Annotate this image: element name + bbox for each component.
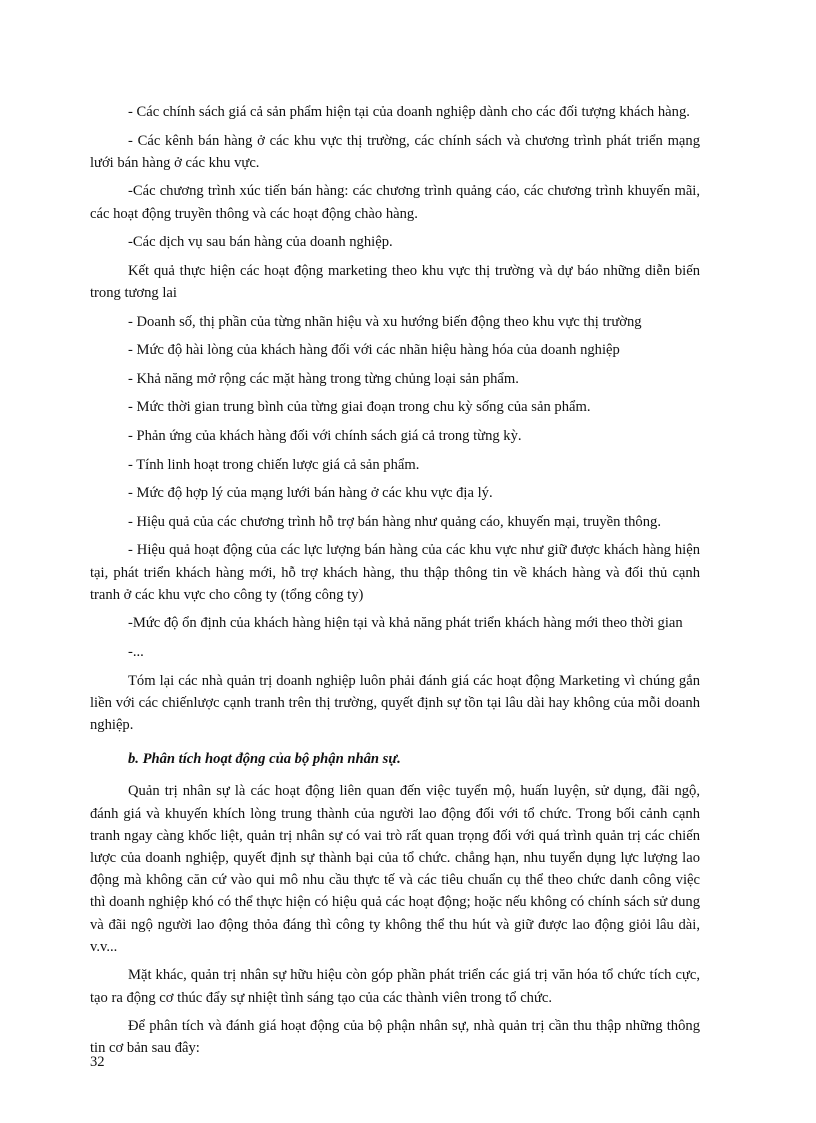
bullet-life-cycle: - Mức thời gian trung bình của từng giai đoạn trong chu kỳ sống của sản phẩm. — [128, 399, 591, 416]
bullet-salesforce-effectiveness: - Hiệu quả hoạt động của các lực lượng bán hàng của các khu vực như giữ được khách hàng hiện tại, phát triển khách hàng mới, hỗ trợ khách hàng, thu thập thông tin về khách hàng và đối thủ cạnh tranh ở các khu vực cho công ty (tổng công ty) — [90, 542, 700, 603]
bullet-promotion-effectiveness: - Hiệu quả của các chương trình hỗ trợ bán hàng như quảng cáo, khuyến mại, truyền thông. — [128, 513, 661, 530]
page-number: 32 — [90, 1054, 105, 1070]
bullet-sales-share: - Doanh số, thị phần của từng nhãn hiệu và xu hướng biến động theo khu vực thị trường — [128, 313, 642, 330]
bullet-network-rationality: - Mức độ hợp lý của mạng lưới bán hàng ở các khu vực địa lý. — [128, 485, 493, 502]
hr-intro-paragraph: Quản trị nhân sự là các hoạt động liên quan đến việc tuyển mộ, huấn luyện, sử dụng, đãi ngộ, đánh giá và khuyến khích lòng trung thành của người lao động đối với tổ chức. Trong bối cảnh cạnh tranh ngay càng khốc liệt, quản trị nhân sự có vai trò rất quan trọng đối với quá trình quản trị các chiến lược của doanh nghiệp, quyết định sự thành bại của tổ chức. chẳng hạn, nhu tuyển dụng lực lượng lao động mà không căn cứ vào qui mô nhu cầu thực tế và các tiêu chuẩn cụ thể theo chức danh công việc thì doanh nghiệp khó có thể thực hiện có hiệu quả các hoạt động; hoặc nếu không có chính sách sử dung và đãi ngộ người lao động thỏa đáng thì công ty không thể thu hút và giữ được lao động giỏi lâu dài, v.v... — [90, 783, 700, 955]
hr-culture-paragraph: Mặt khác, quản trị nhân sự hữu hiệu còn góp phần phát triển các giá trị văn hóa tổ chức tích cực, tạo ra động cơ thúc đẩy sự nhiệt tình sáng tạo của các thành viên trong tổ chức. — [90, 967, 700, 1006]
bullet-ellipsis: -... — [128, 643, 144, 660]
bullet-price-reaction: - Phản ứng của khách hàng đối với chính sách giá cả trong từng kỳ. — [128, 427, 522, 444]
bullet-sales-channels: - Các kênh bán hàng ở các khu vực thị trường, các chính sách và chương trình phát triển mạng lưới bán hàng ở các khu vực. — [90, 132, 700, 171]
hr-analysis-paragraph: Để phân tích và đánh giá hoạt động của bộ phận nhân sự, nhà quản trị cần thu thập những thông tin cơ bản sau đây: — [90, 1018, 700, 1057]
section-heading: b. Phân tích hoạt động của bộ phận nhân sự. — [128, 751, 401, 768]
bullet-after-sales: -Các dịch vụ sau bán hàng của doanh nghiệp. — [128, 234, 393, 251]
marketing-summary: Tóm lại các nhà quản trị doanh nghiệp luôn phải đánh giá các hoạt động Marketing vì chúng gắn liền với các chiếnlược cạnh tranh trên thị trường, quyết định sự tồn tại lâu dài hay không của mỗi doanh nghiệp. — [90, 672, 700, 733]
bullet-sales-promotion: -Các chương trình xúc tiến bán hàng: các chương trình quảng cáo, các chương trình khuyến mãi, các hoạt động truyền thông và các hoạt động chào hàng. — [90, 183, 700, 222]
bullet-customer-stability: -Mức độ ổn định của khách hàng hiện tại và khả năng phát triển khách hàng mới theo thời gian — [128, 615, 683, 632]
bullet-customer-satisfaction: - Mức độ hài lòng của khách hàng đối với các nhãn hiệu hàng hóa của doanh nghiệp — [128, 342, 620, 359]
bullet-product-expansion: - Khả năng mở rộng các mặt hàng trong từng chủng loại sản phẩm. — [128, 370, 519, 387]
marketing-results-intro: Kết quả thực hiện các hoạt động marketing theo khu vực thị trường và dự báo những diễn biến trong tương lai — [90, 262, 700, 301]
page-body — [90, 101, 700, 1066]
bullet-pricing-policy: - Các chính sách giá cả sản phẩm hiện tại của doanh nghiệp dành cho các đối tượng khách hàng. — [128, 104, 690, 120]
bullet-price-flexibility: - Tính linh hoạt trong chiến lược giá cả sản phẩm. — [128, 456, 420, 473]
